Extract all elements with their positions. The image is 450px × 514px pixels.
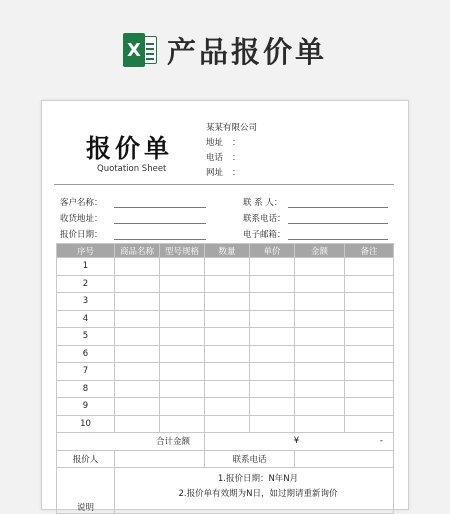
table-cell[interactable]: [345, 275, 394, 293]
excel-icon: X: [123, 33, 157, 67]
table-row: [57, 415, 394, 433]
company-name: 某某有限公司: [206, 123, 258, 133]
header-cell: 型号规格: [160, 244, 205, 258]
table-row: [57, 293, 394, 311]
table-cell[interactable]: [205, 363, 250, 381]
table-row: [57, 380, 394, 398]
quoter-phone-label: 联系电话: [205, 450, 295, 468]
table-cell[interactable]: [250, 380, 295, 398]
table-cell[interactable]: [250, 293, 295, 311]
table-row: [57, 345, 394, 363]
table-cell[interactable]: [160, 415, 205, 433]
table-cell[interactable]: [345, 328, 394, 346]
row-number: 3: [57, 293, 115, 311]
header-cell: 序号: [57, 244, 115, 258]
banner-title: 产品报价单: [166, 34, 327, 69]
row-number: 5: [57, 328, 115, 346]
table-cell[interactable]: [250, 398, 295, 416]
table-cell[interactable]: [295, 415, 345, 433]
table-row: [57, 310, 394, 328]
table-row: [57, 363, 394, 381]
table-cell[interactable]: [345, 345, 394, 363]
table-cell[interactable]: [250, 258, 295, 276]
table-cell[interactable]: [205, 258, 250, 276]
table-cell[interactable]: [205, 380, 250, 398]
table-cell[interactable]: [205, 415, 250, 433]
row-number: 7: [57, 363, 115, 381]
table-cell[interactable]: [160, 363, 205, 381]
quoter-label: 报价人: [57, 450, 115, 468]
header-cell: 单价: [250, 244, 295, 258]
table-cell[interactable]: [205, 345, 250, 363]
note-line: 2.报价单有效期为N日，如过期请重新询价: [178, 489, 338, 499]
table-cell[interactable]: [205, 398, 250, 416]
contact-field[interactable]: [288, 198, 388, 208]
table-cell[interactable]: [295, 345, 345, 363]
table-cell[interactable]: [250, 275, 295, 293]
header-cell: 商品名称: [115, 244, 160, 258]
customer-info: [60, 192, 396, 240]
quotation-sheet: [41, 100, 409, 513]
table-cell[interactable]: [115, 275, 160, 293]
table-cell[interactable]: [115, 380, 160, 398]
contact-phone-label: 联系电话：: [243, 214, 286, 224]
phone-label: 电话: [206, 153, 224, 163]
table-cell[interactable]: [160, 380, 205, 398]
table-cell[interactable]: [115, 345, 160, 363]
customer-name-field[interactable]: [114, 198, 206, 208]
table-header: [57, 244, 394, 258]
table-cell[interactable]: [160, 258, 205, 276]
table-cell[interactable]: [345, 380, 394, 398]
row-number: 1: [57, 258, 115, 276]
table-cell[interactable]: [115, 363, 160, 381]
items-table: [56, 243, 394, 514]
quoter-phone-field[interactable]: [295, 450, 394, 468]
quote-date-field[interactable]: [114, 230, 206, 240]
table-cell[interactable]: [345, 258, 394, 276]
table-cell[interactable]: [250, 310, 295, 328]
table-cell[interactable]: [205, 293, 250, 311]
table-cell[interactable]: [115, 415, 160, 433]
header-cell: 数量: [205, 244, 250, 258]
note-line: 1.报价日期：N年N月: [217, 474, 299, 484]
email-label: 电子邮箱：: [243, 230, 286, 240]
contact-label: 联 系 人：: [243, 198, 283, 208]
table-cell[interactable]: [295, 258, 345, 276]
quoter-row: [57, 450, 394, 468]
table-cell[interactable]: [295, 380, 345, 398]
table-cell[interactable]: [345, 415, 394, 433]
row-number: 9: [57, 398, 115, 416]
table-cell[interactable]: [295, 293, 345, 311]
table-row: [57, 258, 394, 276]
table-cell[interactable]: [160, 293, 205, 311]
table-row: [57, 328, 394, 346]
table-cell[interactable]: [250, 328, 295, 346]
table-cell[interactable]: [250, 415, 295, 433]
table-cell[interactable]: [295, 398, 345, 416]
quoter-field[interactable]: [115, 450, 205, 468]
row-number: 6: [57, 345, 115, 363]
table-cell[interactable]: [250, 345, 295, 363]
total-value[interactable]: ¥ -: [205, 433, 394, 451]
table-cell[interactable]: [345, 398, 394, 416]
notes-content: [115, 468, 394, 514]
customer-name-label: 客户名称：: [60, 198, 103, 208]
table-cell[interactable]: [115, 398, 160, 416]
header-cell: 金额: [295, 244, 345, 258]
table-row: [57, 398, 394, 416]
table-cell[interactable]: [295, 310, 345, 328]
website-label: 网址: [206, 168, 224, 178]
page-banner: [0, 28, 450, 72]
table-cell[interactable]: [160, 345, 205, 363]
table-cell[interactable]: [115, 258, 160, 276]
table-cell[interactable]: [160, 310, 205, 328]
header-cell: 备注: [345, 244, 394, 258]
contact-phone-field[interactable]: [288, 214, 388, 224]
table-cell[interactable]: [345, 293, 394, 311]
table-cell[interactable]: [205, 328, 250, 346]
table-cell[interactable]: [205, 310, 250, 328]
row-number: 8: [57, 380, 115, 398]
table-cell[interactable]: [250, 363, 295, 381]
table-cell[interactable]: [205, 275, 250, 293]
quote-date-label: 报价日期：: [60, 230, 103, 240]
table-cell[interactable]: [160, 398, 205, 416]
row-number: 2: [57, 275, 115, 293]
table-cell[interactable]: [345, 310, 394, 328]
table-cell[interactable]: [295, 275, 345, 293]
table-cell[interactable]: [295, 363, 345, 381]
table-cell[interactable]: [115, 310, 160, 328]
table-cell[interactable]: [160, 328, 205, 346]
table-cell[interactable]: [115, 328, 160, 346]
table-cell[interactable]: [345, 363, 394, 381]
row-number: 4: [57, 310, 115, 328]
delivery-address-label: 收货地址：: [60, 214, 103, 224]
header-divider: [54, 184, 394, 185]
company-info: 某某有限公司 地址 ： 电话 ： 网址 ：: [206, 121, 257, 181]
address-label: 地址: [206, 138, 224, 148]
total-label: 合计金额: [57, 433, 205, 451]
notes-label: 说明: [57, 468, 115, 514]
table-cell[interactable]: [295, 328, 345, 346]
table-cell[interactable]: [160, 275, 205, 293]
table-cell[interactable]: [115, 293, 160, 311]
quote-subtitle: Quotation Sheet: [97, 164, 167, 174]
email-field[interactable]: [288, 230, 388, 240]
row-number: 10: [57, 415, 115, 433]
delivery-address-field[interactable]: [114, 214, 206, 224]
notes-row: [57, 468, 394, 514]
total-row: [57, 433, 394, 451]
table-row: [57, 275, 394, 293]
quote-title: 报价单: [86, 134, 174, 163]
